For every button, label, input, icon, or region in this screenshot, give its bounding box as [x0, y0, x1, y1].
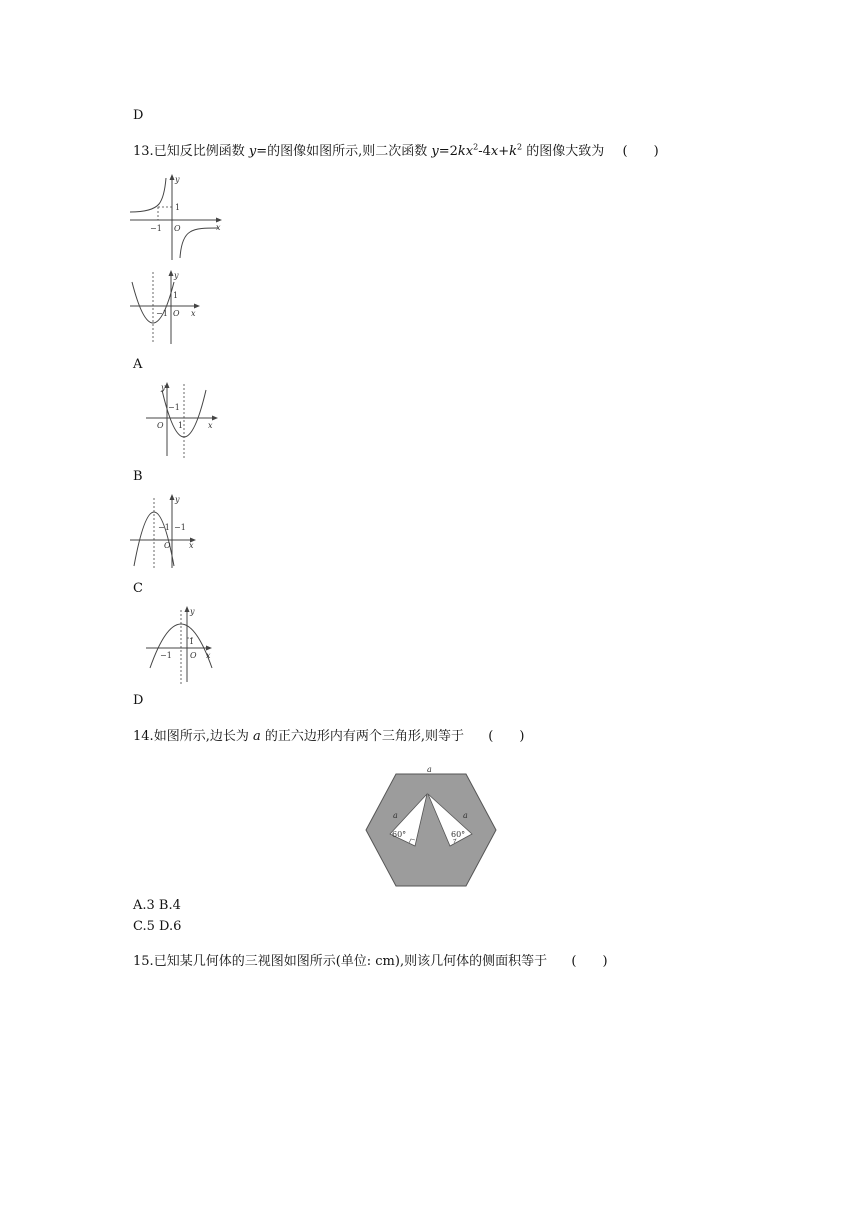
hexagon-side-label: a: [427, 765, 432, 774]
q15-number: 15.: [133, 954, 154, 969]
option-d-x-label: x: [206, 651, 211, 660]
q14-choices-row-1: A.3 B.4: [133, 898, 181, 913]
q14-answer-paren: ( ): [488, 729, 525, 744]
hyperbola-neg-one-label: −1: [150, 224, 162, 233]
option-a-tick1: 1: [173, 291, 179, 300]
q13-text-a: 已知反比例函数: [153, 144, 249, 159]
q13-answer-paren: ( ): [622, 144, 659, 159]
q13-var-y1: y: [248, 144, 257, 159]
option-b-y-label: y: [161, 383, 166, 392]
left-angle-label: 60°: [392, 830, 407, 839]
hyperbola-x-label: x: [216, 223, 221, 232]
option-a-label: A: [133, 357, 143, 372]
option-b-tick2: 1: [178, 421, 184, 430]
option-a-origin: O: [173, 309, 180, 318]
option-a-graph: [128, 268, 208, 348]
hyperbola-one-label: 1: [175, 203, 181, 212]
q13-text-e: +: [498, 144, 510, 159]
q13-text-d: -4: [478, 144, 491, 159]
option-c-tick1: −1: [158, 523, 170, 532]
option-d-tick2: 1: [189, 637, 195, 646]
option-a-x-label: x: [191, 309, 196, 318]
hyperbola-graph: [128, 172, 228, 264]
q14-text-b: 的正六边形内有两个三角形,则等于: [260, 729, 464, 744]
q13-number: 13.: [133, 144, 154, 159]
option-a-tick2: −1: [156, 309, 168, 318]
option-a-y-label: y: [174, 271, 179, 280]
q15-answer-paren: ( ): [571, 954, 608, 969]
q14-choices-row-2: C.5 D.6: [133, 919, 182, 934]
option-c-y-label: y: [175, 495, 180, 504]
q13-sup-2a: 2: [473, 142, 479, 152]
left-leg-label: a: [393, 811, 398, 820]
q13-text-c: =2: [438, 144, 458, 159]
q13-text-b: =的图像如图所示,则二次函数: [256, 144, 432, 159]
q13-var-kx: kx: [457, 144, 474, 159]
option-d-y-label: y: [190, 607, 195, 616]
hexagon-figure: [362, 762, 502, 890]
hexagon-shape: [366, 774, 496, 886]
option-c-origin: O: [164, 541, 171, 550]
option-b-graph: [144, 380, 224, 460]
option-c-label: C: [133, 581, 143, 596]
q13-text-f: 的图像大致为: [522, 144, 605, 159]
question-15-text: [133, 954, 608, 970]
option-d-tick1: −1: [160, 651, 172, 660]
right-leg-label: a: [463, 811, 468, 820]
q13-var-k: k: [509, 144, 518, 159]
hyperbola-origin-label: O: [174, 224, 181, 233]
q15-text: 已知某几何体的三视图如图所示(单位: cm),则该几何体的侧面积等于: [153, 954, 548, 969]
q14-var-a: a: [252, 729, 261, 744]
option-d-origin: O: [190, 651, 197, 660]
option-d-graph: [144, 604, 224, 686]
q14-text-a: 如图所示,边长为: [153, 729, 253, 744]
option-b-label: B: [133, 469, 143, 484]
option-b-x-label: x: [208, 421, 213, 430]
hyperbola-y-label: y: [175, 175, 180, 184]
q14-number: 14.: [133, 729, 154, 744]
option-c-tick2: −1: [174, 523, 186, 532]
option-c-graph: [128, 492, 208, 572]
option-d-label: D: [133, 693, 144, 708]
option-c-x-label: x: [189, 541, 194, 550]
q13-var-x: x: [490, 144, 499, 159]
option-b-origin: O: [157, 421, 164, 430]
q13-sup-2b: 2: [517, 142, 523, 152]
question-13-text: [133, 144, 659, 160]
right-angle-label: 60°: [451, 830, 466, 839]
answer-label-prev: D: [133, 108, 144, 123]
q13-var-y2: y: [431, 144, 439, 159]
question-14-text: [133, 729, 524, 745]
option-b-tick1: −1: [168, 403, 180, 412]
